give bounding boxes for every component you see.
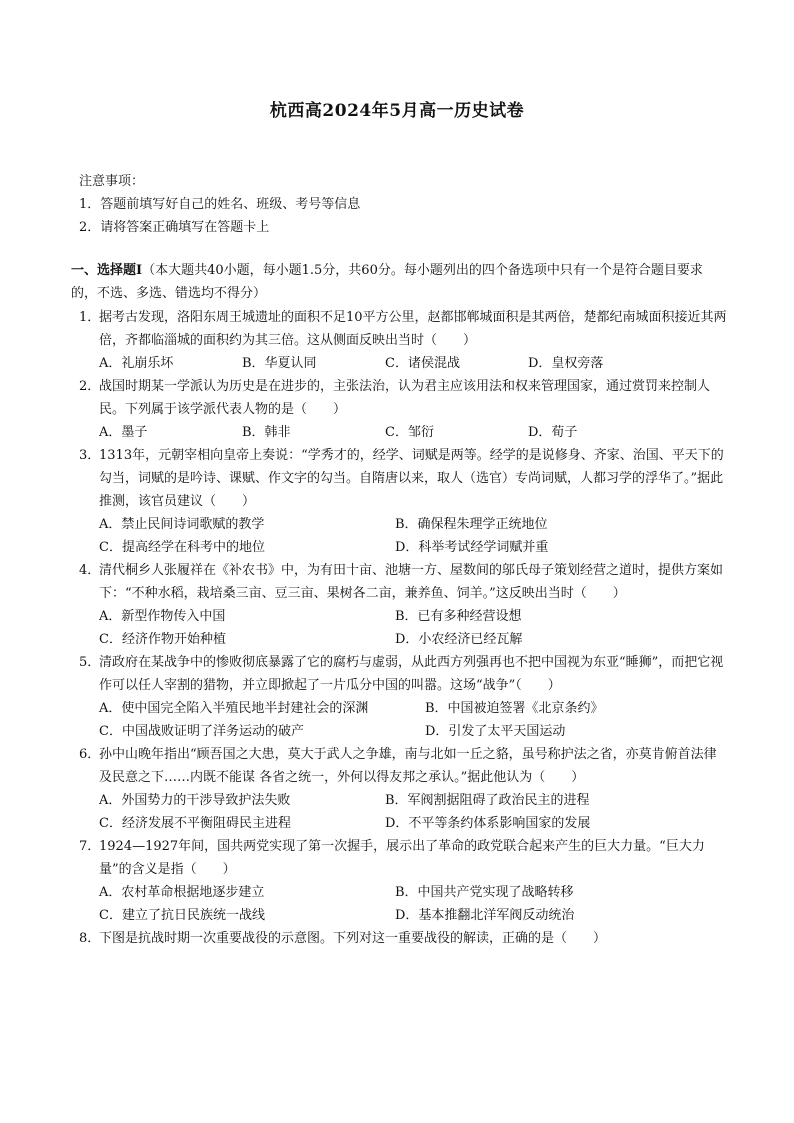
question-number: 1． xyxy=(79,310,101,325)
option-a: A．外国势力的干涉导致护法失败 xyxy=(99,793,291,808)
question-6 xyxy=(79,743,729,835)
question-number: 8． xyxy=(79,931,101,946)
section-name: 一、选择题Ⅰ xyxy=(71,263,143,278)
page-title: 杭西高2024年5月高一历史试卷 xyxy=(269,101,525,121)
option-b: B．已有多种经营设想 xyxy=(395,609,522,624)
option-d: D．小农经济已经瓦解 xyxy=(395,632,523,647)
question-1 xyxy=(79,306,729,375)
question-7 xyxy=(79,835,729,927)
question-number: 2． xyxy=(79,379,101,394)
option-c: C．经济发展不平衡阻碍民主进程 xyxy=(99,816,291,831)
option-row xyxy=(79,605,729,628)
option-b: B．军阀割据阻碍了政治民主的进程 xyxy=(385,793,590,808)
question-3 xyxy=(79,444,729,559)
option-b: B．中国共产党实现了战略转移 xyxy=(395,885,574,900)
option-a: A．禁止民间诗词歌赋的教学 xyxy=(99,517,265,532)
option-a: A．新型作物传入中国 xyxy=(99,609,226,624)
option-d: D．不平等条约体系影响国家的发展 xyxy=(385,816,591,831)
option-d: D．基本推翻北洋军阀反动统治 xyxy=(395,908,575,923)
question-text: 1313年，元朝宰相向皇帝上奏说：“学秀才的，经学、词赋是两等。经学的是说修身、齐家、治国、平天下的勾当，词赋的是吟诗、课赋、作文字的勾当。自隋唐以来，取人（选官）专尚词赋，人都习学的浮华了。”据此推测，该官员建议（ ） xyxy=(99,448,724,509)
option-c: C．中国战败证明了洋务运动的破产 xyxy=(99,724,304,739)
question-list xyxy=(79,306,729,950)
option-c: C．提高经学在科考中的地位 xyxy=(99,540,265,555)
option-d: D．引发了太平天国运动 xyxy=(425,724,566,739)
option-row xyxy=(79,789,729,812)
option-d: D．皇权旁落 xyxy=(528,356,604,371)
question-text: 下图是抗战时期一次重要战役的示意图。下列对这一重要战役的解读，正确的是（ ） xyxy=(99,931,607,946)
option-c: C．建立了抗日民族统一战线 xyxy=(99,908,265,923)
notice-item-2: 2．请将答案正确填写在答题卡上 xyxy=(79,220,270,235)
question-stem xyxy=(79,835,729,881)
option-c: C．邹衍 xyxy=(385,425,434,440)
option-row xyxy=(79,812,729,835)
question-stem xyxy=(79,651,729,697)
question-5 xyxy=(79,651,729,743)
option-a: A．使中国完全陷入半殖民地半封建社会的深渊 xyxy=(99,701,369,716)
option-a: A．礼崩乐坏 xyxy=(99,356,174,371)
option-row xyxy=(79,352,729,375)
question-text: 据考古发现，洛阳东周王城遗址的面积不足10平方公里，赵都邯郸城面积是其两倍，楚都纪南城面积接近其两倍，齐都临淄城的面积约为其三倍。这从侧面反映出当时（ ） xyxy=(99,310,727,348)
option-c: C．诸侯混战 xyxy=(385,356,460,371)
option-a: A．墨子 xyxy=(99,425,148,440)
question-stem xyxy=(79,743,729,789)
option-d: D．荀子 xyxy=(528,425,578,440)
question-number: 3． xyxy=(79,448,101,463)
option-row xyxy=(79,421,729,444)
option-a: A．农村革命根据地逐步建立 xyxy=(99,885,265,900)
question-stem xyxy=(79,559,729,605)
option-row xyxy=(79,881,729,904)
question-number: 6． xyxy=(79,747,101,762)
question-stem xyxy=(79,444,729,513)
option-b: B．华夏认同 xyxy=(242,356,317,371)
question-text: 孙中山晚年指出“顾吾国之大患，莫大于武人之争雄，南与北如一丘之貉，虽号称护法之省，亦莫肯俯首法律及民意之下……内既不能谋 各省之统一，外何以得友邦之承认。”据此他认为（ ） xyxy=(99,747,717,785)
option-c: C．经济作物开始种植 xyxy=(99,632,226,647)
question-stem xyxy=(79,375,729,421)
option-b: B．韩非 xyxy=(242,425,291,440)
section-description: （本大题共40小题，每小题1.5分，共60分。每小题列出的四个备选项中只有一个是符合题目要求的，不选、多选、错选均不得分） xyxy=(71,263,703,301)
question-4 xyxy=(79,559,729,651)
question-2 xyxy=(79,375,729,444)
question-stem xyxy=(79,306,729,352)
notice-item-1: 1．答题前填写好自己的姓名、班级、考号等信息 xyxy=(79,197,361,212)
option-row xyxy=(79,697,729,720)
question-stem xyxy=(79,927,729,950)
option-row xyxy=(79,536,729,559)
option-b: B．确保程朱理学正统地位 xyxy=(395,517,548,532)
question-text: 1924—1927年间，国共两党实现了第一次握手，展示出了革命的政党联合起来产生的巨大力量。“巨大力量”的含义是指（ ） xyxy=(99,839,705,877)
option-row xyxy=(79,628,729,651)
question-text: 战国时期某一学派认为历史是在进步的，主张法治，认为君主应该用法和权来管理国家，通过赏罚来控制人民。下列属于该学派代表人物的是（ ） xyxy=(99,379,711,417)
question-text: 清代桐乡人张履祥在《补农书》中，为有田十亩、池塘一方、屋数间的邬氏母子策划经营之道时，提供方案如下：“不种水稻，栽培桑三亩、豆三亩、果树各二亩，兼养鱼、饲羊。”这反映出当时（ ） xyxy=(99,563,724,601)
option-row xyxy=(79,720,729,743)
question-8 xyxy=(79,927,729,950)
question-number: 7． xyxy=(79,839,101,854)
question-number: 4． xyxy=(79,563,101,578)
option-row xyxy=(79,904,729,927)
question-number: 5． xyxy=(79,655,101,670)
option-d: D．科举考试经学词赋并重 xyxy=(395,540,549,555)
notice-heading: 注意事项： xyxy=(79,174,145,189)
option-row xyxy=(79,513,729,536)
option-b: B．中国被迫签署《北京条约》 xyxy=(425,701,604,716)
notice-block xyxy=(79,170,719,239)
question-text: 清政府在某战争中的惨败彻底暴露了它的腐朽与虚弱，从此西方列强再也不把中国视为东亚“睡狮”，而把它视作可以任人宰割的猎物，并立即掀起了一片瓜分中国的叫嚣。这场“战争”（ ） xyxy=(99,655,724,693)
section-heading xyxy=(71,259,721,305)
